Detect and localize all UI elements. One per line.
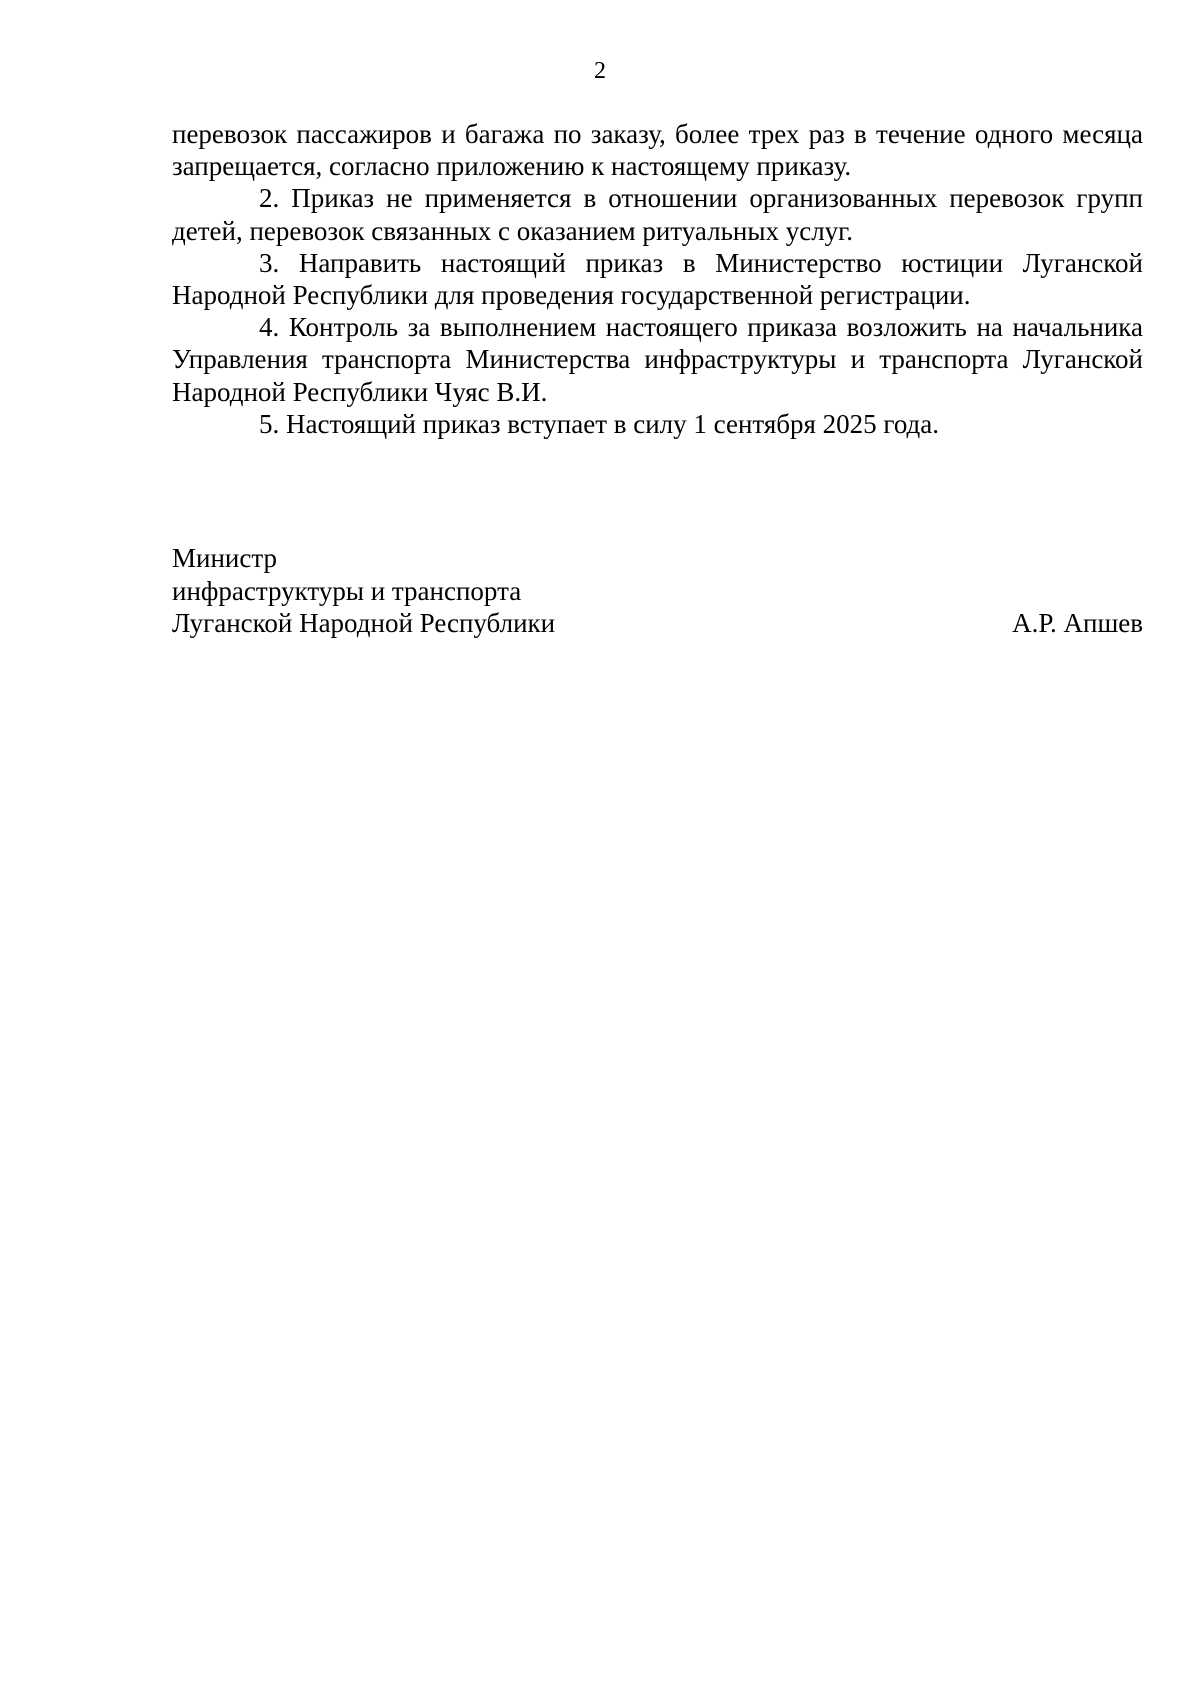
signatory-position-line-1: Министр <box>172 543 277 573</box>
paragraph-item-5: 5. Настоящий приказ вступает в силу 1 сентября 2025 года. <box>259 408 940 439</box>
signatory-position-line-3: Луганской Народной Республики <box>172 608 556 638</box>
paragraph-item-2: 2. Приказ не применяется в отношении организованных перевозок групп детей, перевозок связанных с оказанием ритуальных услуг. <box>172 183 1143 246</box>
signatory-position-line-2: инфраструктуры и транспорта <box>172 575 522 606</box>
signature-block <box>172 542 1143 640</box>
paragraph-item-4: 4. Контроль за выполнением настоящего приказа возложить на начальника Управления транспорта Министерства инфраструктуры и транспорта Луганской Народной Республики Чуяс В.И. <box>172 312 1143 407</box>
order-body <box>172 118 1143 440</box>
signatory-name: А.Р. Апшев <box>1012 608 1143 638</box>
signatory-row <box>172 607 1143 640</box>
paragraph-item-3: 3. Направить настоящий приказ в Министерство юстиции Луганской Народной Республики для проведения государственной регистрации. <box>172 247 1143 311</box>
page-number: 2 <box>594 58 606 84</box>
paragraph-continuation: перевозок пассажиров и багажа по заказу, более трех раз в течение одного месяца запрещается, согласно приложению к настоящему приказу. <box>172 119 1143 182</box>
